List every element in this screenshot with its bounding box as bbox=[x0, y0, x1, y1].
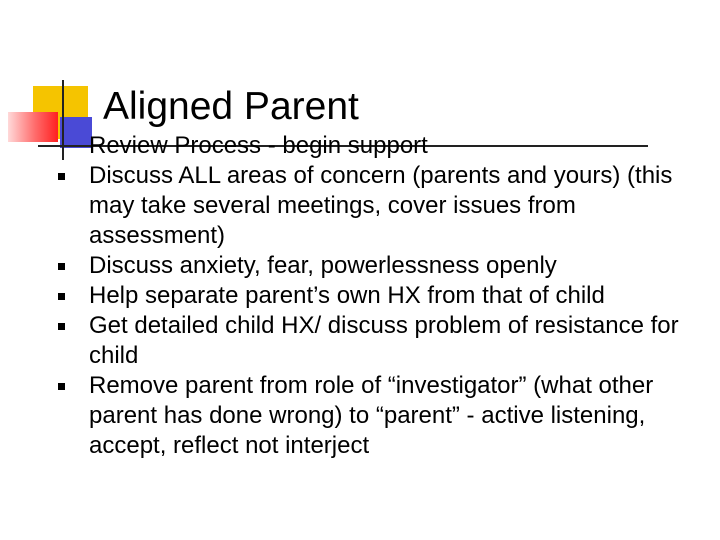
bullet-text: Remove parent from role of “investigator” (what other parent has done wrong) to “parent” - active listening, accept, reflect not interject bbox=[89, 372, 654, 459]
bullet-item bbox=[58, 371, 698, 461]
square-bullet-icon bbox=[58, 263, 65, 270]
bullet-text: Get detailed child HX/ discuss problem of resistance for child bbox=[89, 312, 679, 369]
bullet-item bbox=[58, 161, 698, 251]
continued-text: Review Process - begin support bbox=[89, 132, 428, 159]
bullet-item bbox=[58, 281, 698, 311]
square-bullet-icon bbox=[58, 323, 65, 330]
slide-body bbox=[58, 131, 698, 461]
square-bullet-icon bbox=[58, 173, 65, 180]
bullet-text: Discuss anxiety, fear, powerlessness openly bbox=[89, 252, 557, 279]
bullet-item bbox=[58, 251, 698, 281]
square-bullet-icon bbox=[58, 383, 65, 390]
square-bullet-icon bbox=[58, 293, 65, 300]
slide-title: Aligned Parent bbox=[103, 85, 359, 128]
bullet-item bbox=[58, 311, 698, 371]
bullet-text: Help separate parent’s own HX from that of child bbox=[89, 282, 605, 309]
logo-red-block bbox=[8, 112, 58, 142]
bullet-text: Discuss ALL areas of concern (parents and yours) (this may take several meetings, cover issues from assessment) bbox=[89, 162, 673, 249]
